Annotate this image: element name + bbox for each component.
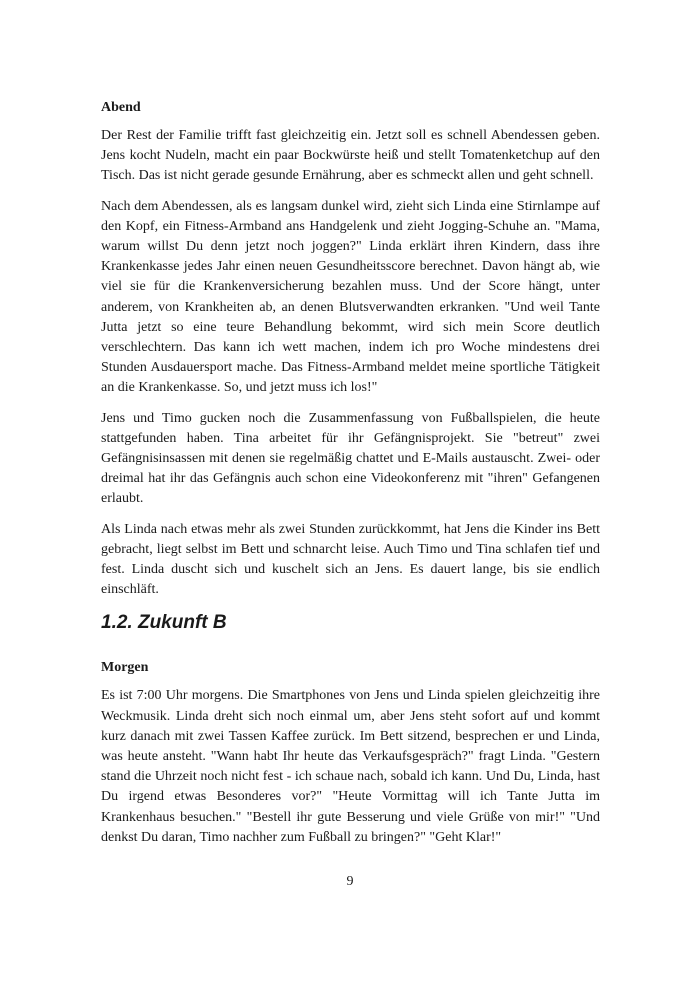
- paragraph: Nach dem Abendessen, als es langsam dunkel wird, zieht sich Linda eine Stirnlampe auf den Kopf, ein Fitness-Armband ans Handgelenk und zieht Jogging-Schuhe an. "Mama, warum willst Du denn jetzt noch joggen?" Linda erklärt ihren Kindern, dass ihre Krankenkasse jedes Jahr einen neuen Gesundheitsscore berechnet. Davon hängt ab, wie viel sie für die Krankenversicherung bezahlen muss. Und der Score hängt, unter anderem, von Krankheiten ab, an denen Blutsverwandten erkranken. "Und weil Tante Jutta jetzt so eine teure Behandlung bekommt, wird sich mein Score deutlich verschlechtern. Das kann ich wett machen, indem ich pro Woche mindestens drei Stunden Ausdauersport mache. Das Fitness-Armband meldet meine sportliche Tätigkeit an die Krankenkasse. So, und jetzt muss ich los!": [101, 198, 600, 396]
- page-number: 9: [346, 874, 354, 889]
- document-page: [101, 98, 600, 858]
- section-heading-zukunft-b: 1.2. Zukunft B: [101, 612, 227, 634]
- paragraph: Als Linda nach etwas mehr als zwei Stunden zurückkommt, hat Jens die Kinder ins Bett gebracht, liegt selbst im Bett und schnarcht leise. Auch Timo und Tina schlafen tief und fest. Linda duscht sich und kuschelt sich an Jens. Es dauert lange, bis sie endlich einschläft.: [101, 521, 600, 598]
- paragraph: Es ist 7:00 Uhr morgens. Die Smartphones von Jens und Linda spielen gleichzeitig ihre Weckmusik. Linda dreht sich noch einmal um, aber Jens steht sofort auf und kommt kurz danach mit zwei Tassen Kaffee zurück. Im Bett sitzend, besprechen er und Linda, was heute ansteht. "Wann habt Ihr heute das Verkaufsgespräch?" fragt Linda. "Gestern stand die Uhrzeit noch nicht fest - ich schaue nach, sobald ich kann. Und Du, Linda, hast Du irgend etwas Besonderes vor?" "Heute Vormittag will ich Tante Jutta im Krankenhaus besuchen." "Bestell ihr gute Besserung und viele Grüße von mir!" "Und denkst Du daran, Timo nachher zum Fußball zu bringen?" "Geht Klar!": [101, 688, 600, 845]
- paragraph: Jens und Timo gucken noch die Zusammenfassung von Fußballspielen, die heute stattgefunden haben. Tina arbeitet für ihr Gefängnisprojekt. Sie "betreut" zwei Gefängnisinsassen mit denen sie regelmäßig chattet und E-Mails austauscht. Zwei- oder dreimal hat ihr das Gefängnis auch schon eine Videokonferenz mit "ihren" Gefangenen erlaubt.: [101, 410, 600, 507]
- paragraph: Der Rest der Familie trifft fast gleichzeitig ein. Jetzt soll es schnell Abendessen geben. Jens kocht Nudeln, macht ein paar Bockwürste heiß und stellt Tomatenketchup auf den Tisch. Das ist nicht gerade gesunde Ernährung, aber es schmeckt allen und geht schnell.: [101, 128, 600, 184]
- subheading-morgen: Morgen: [101, 660, 149, 676]
- subheading-abend: Abend: [101, 100, 141, 115]
